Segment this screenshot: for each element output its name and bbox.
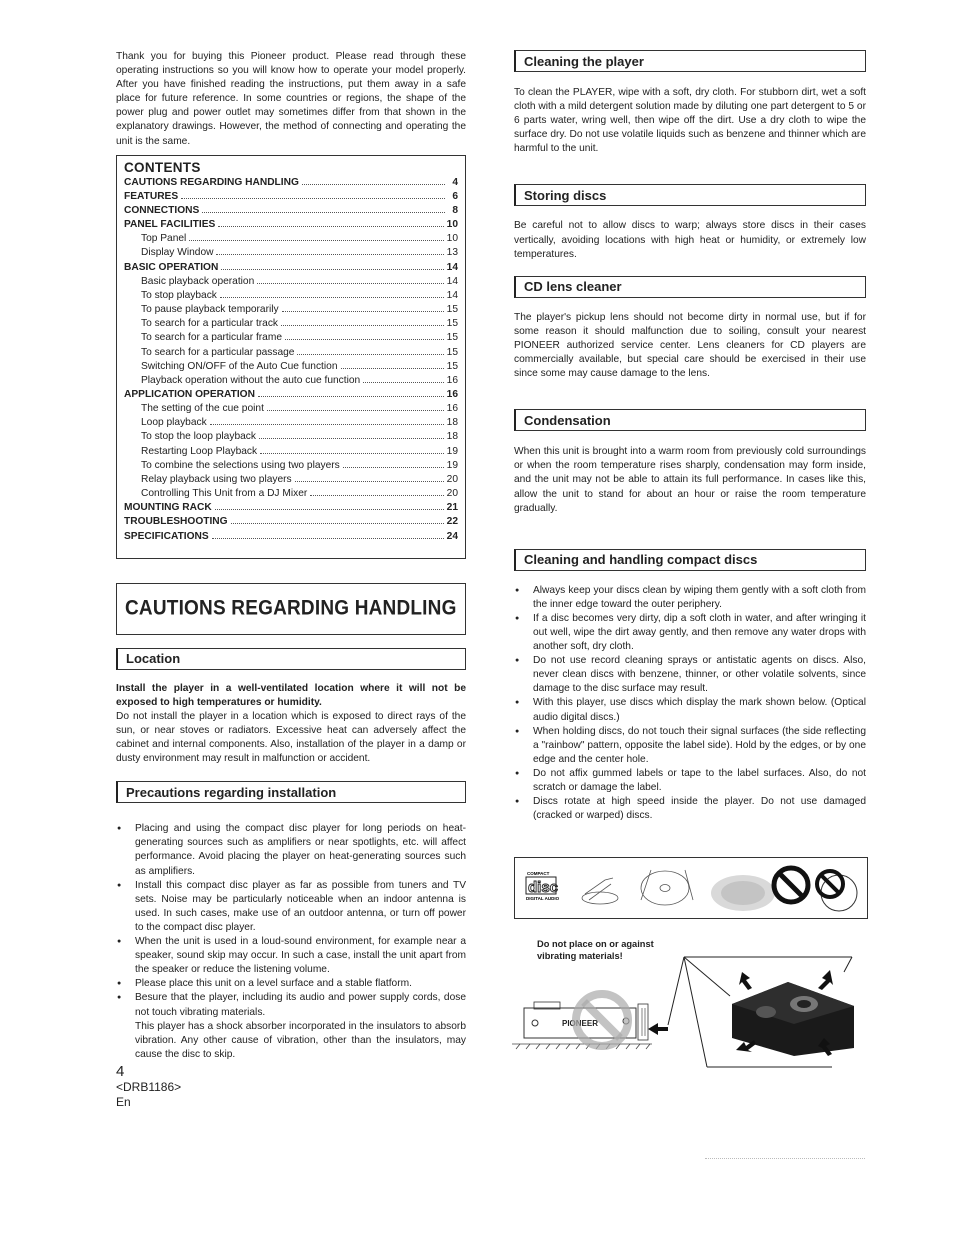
toc-row bbox=[124, 501, 458, 515]
toc-page: 21 bbox=[446, 502, 458, 514]
toc-leader-dots bbox=[220, 297, 444, 298]
toc-row bbox=[124, 388, 458, 402]
condensation-heading-box bbox=[514, 409, 866, 431]
disc-care-item: ● Discs rotate at high speed inside the player. Do not use damaged (cracked or warped) discs. bbox=[514, 795, 866, 823]
logo-digital-audio-text: DIGITAL AUDIO bbox=[526, 896, 560, 901]
intro-paragraph: Thank you for buying this Pioneer product. Please read through these operating instructions so you will know how to operate your model properly. After you have finished reading the instructions, put them away in a safe place for future reference. In some countries or regions, the shape of the power plug and power outlet may sometimes differ from that shown in the explanatory drawings. However, the method of connecting and operating the unit is the same. bbox=[116, 51, 466, 147]
toc-page: 16 bbox=[446, 374, 458, 386]
toc-leader-dots bbox=[281, 325, 444, 326]
lens-title: CD lens cleaner bbox=[524, 279, 622, 295]
toc-row bbox=[124, 190, 458, 204]
toc-leader-dots bbox=[259, 438, 444, 439]
toc-leader-dots bbox=[363, 382, 443, 383]
toc-label: Loop playback bbox=[141, 417, 207, 429]
left-column bbox=[116, 50, 466, 1062]
disc-care-item: ● If a disc becomes very dirty, dip a soft cloth in water, and after wringing it out well, wipe the dirt away gently, and then remove any water drops with another soft, dry cloth. bbox=[514, 612, 866, 654]
toc-label: Playback operation without the auto cue function bbox=[141, 374, 361, 386]
disc-with-fingers-icon bbox=[641, 870, 693, 905]
vibration-illustration bbox=[512, 952, 872, 1072]
storing-text: Be careful not to allow discs to warp; always store discs in their cases vertically, avoiding locations with high heat or humidity, or extremely low temperatures. bbox=[514, 220, 866, 260]
contents-title: CONTENTS bbox=[124, 159, 201, 175]
cautions-heading-box bbox=[116, 583, 466, 635]
prohibited-label-disc-icon bbox=[817, 871, 857, 911]
toc-page: 19 bbox=[446, 459, 458, 471]
cleaning-text: To clean the PLAYER, wipe with a soft, dry cloth. For stubborn dirt, wet a soft cloth with a mild detergent solution made by diluting one part detergent to 5 or 6 parts water, wring well, then wipe off the dirt. Use a dry cloth to wipe the surface dry. Do not use volatile liquids such as benzene and thinner which are harmful to the unit. bbox=[514, 87, 866, 155]
location-text: Do not install the player in a location which is exposed to direct rays of the sun, or near stoves or radiators. Excessive heat can adversely affect the cabinet and internal components. Also, installation of the player in a damp or dusty environment may result in malfunction or accident. bbox=[116, 710, 466, 765]
toc-page: 15 bbox=[446, 346, 458, 358]
toc-row bbox=[124, 317, 458, 331]
rainbow-surface-disc-icon bbox=[711, 875, 775, 911]
location-title: Location bbox=[126, 651, 181, 667]
language-code: En bbox=[116, 1095, 131, 1109]
precaution-item: ● When the unit is used in a loud-sound environment, for example near a speaker, sound skip may occur. In such a case, install the unit apart from the speaker or reduce the listening volume. bbox=[116, 935, 466, 977]
toc-leader-dots bbox=[297, 354, 443, 355]
toc-label: APPLICATION OPERATION bbox=[124, 389, 255, 400]
condensation-title: Condensation bbox=[524, 412, 611, 428]
lens-heading-box bbox=[514, 276, 866, 298]
toc-leader-dots bbox=[258, 396, 444, 397]
toc-leader-dots bbox=[260, 453, 444, 454]
toc-page: 16 bbox=[446, 403, 458, 415]
location-heading-box bbox=[116, 648, 466, 670]
toc-label: PANEL FACILITIES bbox=[124, 219, 216, 231]
toc-page: 19 bbox=[446, 445, 458, 457]
toc-label: To search for a particular passage bbox=[141, 346, 295, 358]
toc-row bbox=[124, 402, 458, 416]
disc-care-item: ● Do not use record cleaning sprays or antistatic agents on discs. Also, never clean discs with benzene, thinner, or other volatile solvents, since damage to the disc surface may result. bbox=[514, 654, 866, 696]
toc-page: 10 bbox=[446, 219, 458, 231]
toc-row bbox=[124, 515, 458, 529]
document-code: <DRB1186> bbox=[116, 1080, 182, 1094]
toc-row bbox=[124, 430, 458, 444]
toc-page: 6 bbox=[452, 190, 458, 202]
precautions-list bbox=[116, 822, 466, 1019]
page-number: 4 bbox=[116, 1063, 125, 1080]
precaution-item: ● Please place this unit on a level surface and a stable flatform. bbox=[116, 977, 466, 991]
discs-list bbox=[514, 584, 866, 824]
cleaning-heading-box bbox=[514, 50, 866, 72]
toc-row bbox=[124, 204, 458, 218]
precaution-item: ● Install this compact disc player as far as possible from tuners and TV sets. Noise may be particularly noticeable when an indoor antenna is used. In such cases, make use of an outdoor antenna, or turn off power to the compact disc player. bbox=[116, 879, 466, 935]
toc-leader-dots bbox=[341, 368, 444, 369]
location-bold-text: Install the player in a well-ventilated location where it will not be exposed to high temperatures or humidity. bbox=[116, 682, 466, 708]
toc-page: 13 bbox=[446, 247, 458, 259]
precaution-item: ● Placing and using the compact disc player for long periods on heat-generating sources such as amplifiers or near spotlights, etc. will affect performance. Avoid placing the player on heat-generating sources such as amplifiers. bbox=[116, 822, 466, 878]
toc-row bbox=[124, 360, 458, 374]
toc-page: 15 bbox=[446, 332, 458, 344]
toc-leader-dots bbox=[282, 311, 444, 312]
precautions-heading-box bbox=[116, 781, 466, 803]
toc-page: 14 bbox=[446, 261, 458, 273]
toc-leader-dots bbox=[257, 283, 443, 284]
toc-label: Basic playback operation bbox=[141, 275, 255, 287]
toc-leader-dots bbox=[285, 339, 444, 340]
toc-row bbox=[124, 232, 458, 246]
toc-page: 16 bbox=[446, 389, 458, 400]
disc-care-item: ● With this player, use discs which display the mark shown below. (Optical audio digital discs.) bbox=[514, 696, 866, 724]
page-footer bbox=[116, 1064, 181, 1110]
toc-label: SPECIFICATIONS bbox=[124, 530, 209, 542]
toc-label: Restarting Loop Playback bbox=[141, 445, 258, 457]
toc-page: 15 bbox=[446, 360, 458, 372]
toc-leader-dots bbox=[202, 212, 445, 213]
toc-leader-dots bbox=[215, 509, 444, 510]
toc-label: CAUTIONS REGARDING HANDLING bbox=[124, 176, 299, 188]
toc-label: Top Panel bbox=[141, 233, 187, 245]
condensation-text: When this unit is brought into a warm room from previously cold surroundings or when the room temperature rises sharply, condensation may form inside, and the unit may not be able to attain its full performance. In cases like this, allow the unit to stand for about an hour or raise the room temperature gradually. bbox=[514, 446, 866, 514]
toc-leader-dots bbox=[216, 254, 443, 255]
toc-row bbox=[124, 303, 458, 317]
toc-page: 4 bbox=[452, 176, 458, 188]
toc-row bbox=[124, 416, 458, 430]
toc-label: To search for a particular frame bbox=[141, 332, 282, 344]
prohibited-sign-icon bbox=[774, 868, 808, 902]
toc-page: 8 bbox=[452, 204, 458, 216]
toc-row bbox=[124, 459, 458, 473]
toc-page: 18 bbox=[446, 417, 458, 429]
toc-label: To pause playback temporarily bbox=[141, 304, 279, 316]
disc-care-item: ● Do not affix gummed labels or tape to the label surfaces. Also, do not scratch or damage the label. bbox=[514, 767, 866, 795]
toc-page: 20 bbox=[446, 473, 458, 485]
toc-page: 18 bbox=[446, 431, 458, 443]
vibration-figure bbox=[512, 952, 872, 1072]
toc-leader-dots bbox=[295, 481, 444, 482]
toc-row bbox=[124, 473, 458, 487]
toc-row bbox=[124, 445, 458, 459]
toc-leader-dots bbox=[210, 424, 444, 425]
toc-label: Relay playback using two players bbox=[141, 473, 292, 485]
lens-text: The player's pickup lens should not become dirty in normal use, but if for some reason it should malfunction due to soiling, consult your nearest PIONEER authorized service center. Lens cleaners for CD players are commercially available, but special care should be exercised in their use since some may cause damage to the lens. bbox=[514, 311, 866, 380]
toc-leader-dots bbox=[231, 523, 444, 524]
right-column bbox=[514, 50, 866, 823]
toc-label: To search for a particular track bbox=[141, 318, 279, 330]
toc-label: BASIC OPERATION bbox=[124, 261, 219, 273]
precaution-item: ● Besure that the player, including its audio and power supply cords, dose not touch vibrating materials. bbox=[116, 991, 466, 1019]
holding-disc-hand-icon bbox=[582, 878, 618, 904]
toc-row bbox=[124, 374, 458, 388]
toc-page: 14 bbox=[446, 275, 458, 287]
disc-care-item: ● When holding discs, do not touch their signal surfaces (the side reflecting a "rainbow" pattern, opposite the label side). Hold by the edges, or by one edge and the center hole. bbox=[514, 725, 866, 767]
storing-title: Storing discs bbox=[524, 187, 607, 203]
toc-label: To combine the selections using two players bbox=[141, 459, 340, 471]
toc-row bbox=[124, 331, 458, 345]
toc-page: 10 bbox=[446, 233, 458, 245]
vibration-caption: Do not place on or against vibrating materials! bbox=[537, 939, 654, 961]
cautions-title: CAUTIONS REGARDING HANDLING bbox=[125, 596, 457, 620]
disc-handling-figure bbox=[514, 857, 868, 919]
toc-row bbox=[124, 246, 458, 260]
toc-page: 20 bbox=[446, 488, 458, 500]
toc-row bbox=[124, 487, 458, 501]
player-brand-text: PIONEER bbox=[562, 1019, 599, 1028]
toc-label: Controlling This Unit from a DJ Mixer bbox=[141, 488, 308, 500]
toc-label: MOUNTING RACK bbox=[124, 502, 212, 514]
toc-label: The setting of the cue point bbox=[141, 403, 264, 415]
toc-row bbox=[124, 261, 458, 275]
player-on-speaker-icon bbox=[524, 994, 648, 1046]
contents-box bbox=[116, 155, 466, 559]
toc-leader-dots bbox=[310, 495, 443, 496]
discs-heading-box bbox=[514, 549, 866, 571]
toc-label: TROUBLESHOOTING bbox=[124, 516, 228, 528]
toc-page: 15 bbox=[446, 304, 458, 316]
precautions-note: This player has a shock absorber incorporated in the insulators to absorb vibration. Any other cause of vibration, other than the insulators, may cause the disc to skip. bbox=[135, 1020, 466, 1060]
logo-compact-text: COMPACT bbox=[527, 871, 550, 876]
toc-leader-dots bbox=[218, 226, 443, 227]
compact-disc-logo bbox=[526, 871, 560, 901]
toc-page: 22 bbox=[446, 516, 458, 528]
toc-label: Switching ON/OFF of the Auto Cue function bbox=[141, 360, 338, 372]
toc-row bbox=[124, 530, 458, 544]
toc-row bbox=[124, 289, 458, 303]
toc-leader-dots bbox=[302, 184, 445, 185]
toc-leader-dots bbox=[189, 240, 443, 241]
toc-label: To stop playback bbox=[141, 289, 217, 301]
floor-hatch-icon bbox=[512, 1044, 652, 1049]
footer-divider bbox=[705, 1158, 865, 1159]
storing-heading-box bbox=[514, 184, 866, 206]
precautions-title: Precautions regarding installation bbox=[126, 784, 337, 800]
disc-care-item: ● Always keep your discs clean by wiping them gently with a soft cloth from the inner edge toward the outer periphery. bbox=[514, 584, 866, 612]
toc-row bbox=[124, 275, 458, 289]
toc-label: CONNECTIONS bbox=[124, 204, 200, 216]
toc-leader-dots bbox=[267, 410, 444, 411]
arrow-left-icon bbox=[648, 1023, 668, 1035]
contents-list bbox=[124, 176, 458, 544]
toc-label: FEATURES bbox=[124, 190, 179, 202]
logo-disc-text: disc bbox=[528, 879, 559, 896]
toc-page: 24 bbox=[446, 530, 458, 542]
toc-label: To stop the loop playback bbox=[141, 431, 256, 443]
toc-page: 14 bbox=[446, 289, 458, 301]
toc-leader-dots bbox=[221, 269, 443, 270]
toc-leader-dots bbox=[343, 467, 444, 468]
cleaning-title: Cleaning the player bbox=[524, 53, 644, 69]
toc-label: Display Window bbox=[141, 247, 214, 259]
toc-row bbox=[124, 176, 458, 190]
toc-leader-dots bbox=[181, 198, 445, 199]
toc-leader-dots bbox=[212, 538, 444, 539]
toc-row bbox=[124, 218, 458, 232]
discs-title: Cleaning and handling compact discs bbox=[524, 552, 758, 568]
toc-page: 15 bbox=[446, 318, 458, 330]
toc-row bbox=[124, 346, 458, 360]
disc-handling-illustration bbox=[515, 858, 867, 918]
